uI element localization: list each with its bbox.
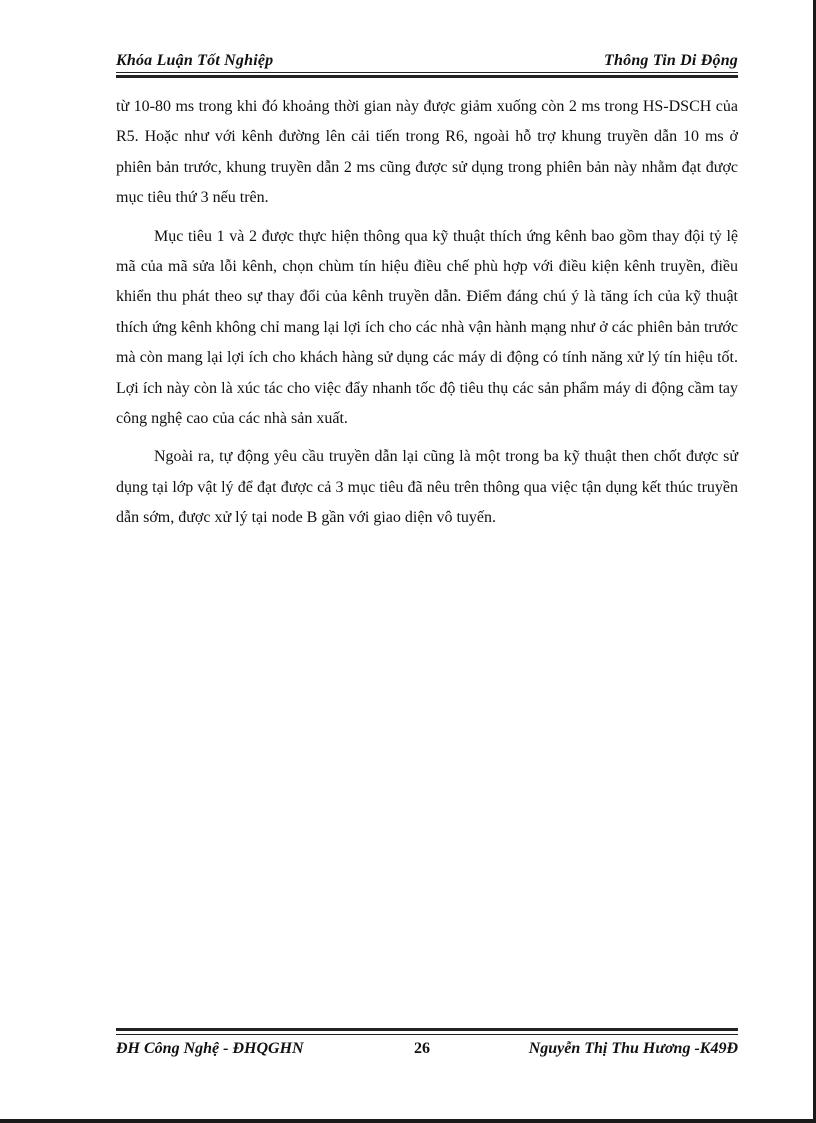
page-number: 26 (414, 1040, 430, 1057)
header-left-title: Khóa Luận Tốt Nghiệp (116, 52, 274, 69)
footer-rule-thick (116, 1028, 738, 1031)
footer-rule-thin (116, 1034, 738, 1035)
footer-institution: ĐH Công Nghệ - ĐHQGHN (116, 1040, 304, 1057)
page-header (116, 46, 738, 70)
paragraph-objectives: Mục tiêu 1 và 2 được thực hiện thông qua kỹ thuật thích ứng kênh bao gồm thay đội tỷ lệ mã của mã sửa lỗi kênh, chọn chùm tín hiệu điều chế phù hợp với điều kiện kênh truyền, điều khiển thu phát theo sự thay đổi của kênh truyền dẫn. Điểm đáng chú ý là tăng ích của kỹ thuật thích ứng kênh không chỉ mang lại lợi ích cho các nhà vận hành mạng như ở các phiên bản trước mà còn mang lại lợi ích cho khách hàng sử dụng các máy di động có tính năng xử lý tín hiệu tốt. Lợi ích này còn là xúc tác cho việc đẩy nhanh tốc độ tiêu thụ các sản phẩm máy di động cầm tay công nghệ cao của các nhà sản xuất. (116, 227, 738, 428)
body-content (116, 92, 738, 542)
page-footer (116, 1040, 738, 1062)
header-rule-thick (116, 75, 738, 78)
paragraph-continuation: từ 10-80 ms trong khi đó khoảng thời gian này được giảm xuống còn 2 ms trong HS-DSCH của R5. Hoặc như với kênh đường lên cải tiến trong R6, ngoài hỗ trợ khung truyền dẫn 10 ms ở phiên bản trước, khung truyền dẫn 2 ms cũng được sử dụng trong phiên bản này nhằm đạt được mục tiêu thứ 3 nếu trên. (116, 98, 738, 207)
paragraph-retransmission: Ngoài ra, tự động yêu cầu truyền dẫn lại cũng là một trong ba kỹ thuật then chốt được sử dụng tại lớp vật lý để đạt được cả 3 mục tiêu đã nêu trên thông qua việc tận dụng kết thúc truyền dẫn sớm, được xử lý tại node B gần với giao diện vô tuyến. (116, 448, 738, 527)
footer-author: Nguyễn Thị Thu Hương -K49Đ (528, 1040, 738, 1057)
header-rule-thin (116, 72, 738, 73)
header-right-title: Thông Tin Di Động (604, 52, 738, 69)
